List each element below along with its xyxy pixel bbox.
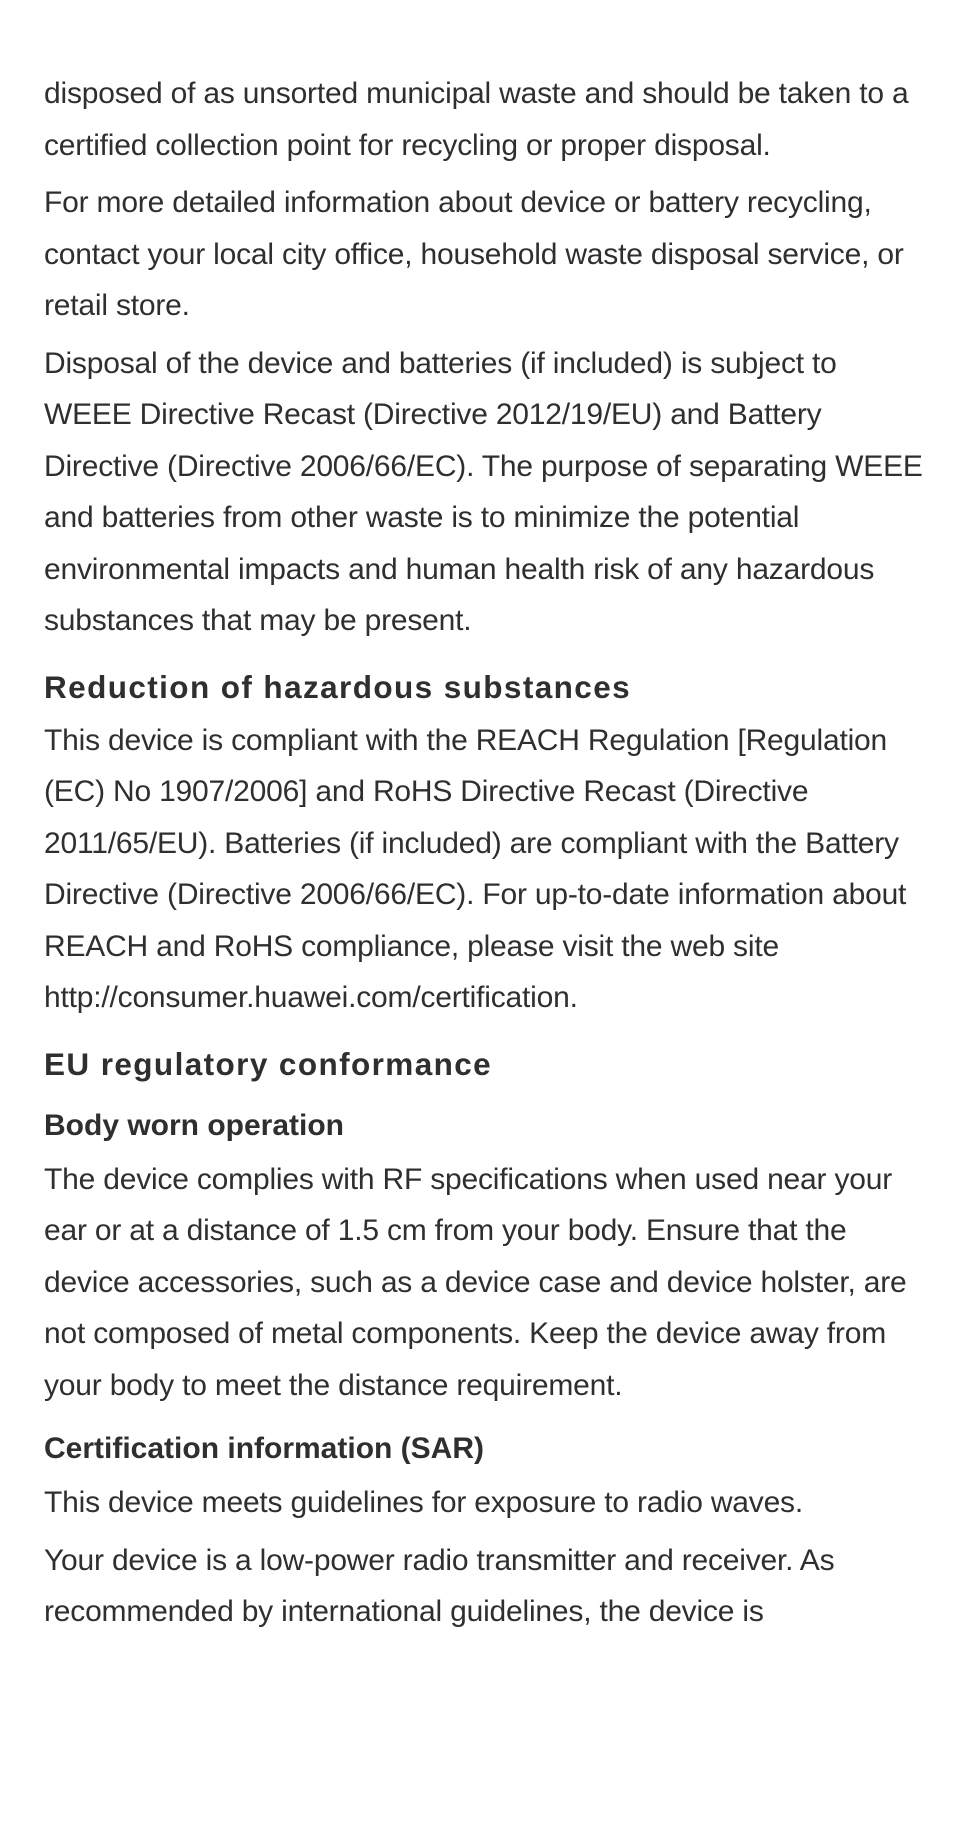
disposal-continuation-paragraph: disposed of as unsorted municipal waste and should be taken to a certified collection point for recycling or proper disposal. <box>44 77 909 162</box>
weee-directive-paragraph: Disposal of the device and batteries (if included) is subject to WEEE Directive Recast (Directive 2012/19/EU) and Battery Directive (Directive 2006/66/EC). The purpose of separating WEEE and batteries from other waste is to minimize the potential environmental impacts and human health risk of any hazardous substances that may be present. <box>44 346 923 637</box>
body-worn-heading: Body worn operation <box>44 1108 344 1142</box>
sar-heading: Certification information (SAR) <box>44 1432 484 1465</box>
recycling-info-paragraph: For more detailed information about device or battery recycling, contact your local city office, household waste disposal service, or retail store. <box>44 186 904 322</box>
reach-rohs-paragraph: This device is compliant with the REACH Regulation [Regulation (EC) No 1907/2006] and RoHS Directive Recast (Directive 2011/65/EU). Batteries (if included) are compliant with the Battery Directive (Directive 2006/66/EC). For up-to-date information about REACH and RoHS compliance, please visit the web site http://consumer.huawei.com/certification. <box>44 723 907 1014</box>
reduction-heading: Reduction of hazardous substances <box>44 668 632 705</box>
body-worn-paragraph: The device complies with RF specifications when used near your ear or at a distance of 1.5 cm from your body. Ensure that the device accessories, such as a device case and device holster, are not composed of metal components. Keep the device away from your body to meet the distance requirement. <box>44 1162 907 1402</box>
sar-transmitter-paragraph: Your device is a low-power radio transmitter and receiver. As recommended by international guidelines, the device is <box>44 1543 835 1628</box>
eu-conformance-heading: EU regulatory conformance <box>44 1045 493 1082</box>
sar-guidelines-paragraph: This device meets guidelines for exposure to radio waves. <box>44 1486 803 1519</box>
document-page <box>44 68 924 1644</box>
